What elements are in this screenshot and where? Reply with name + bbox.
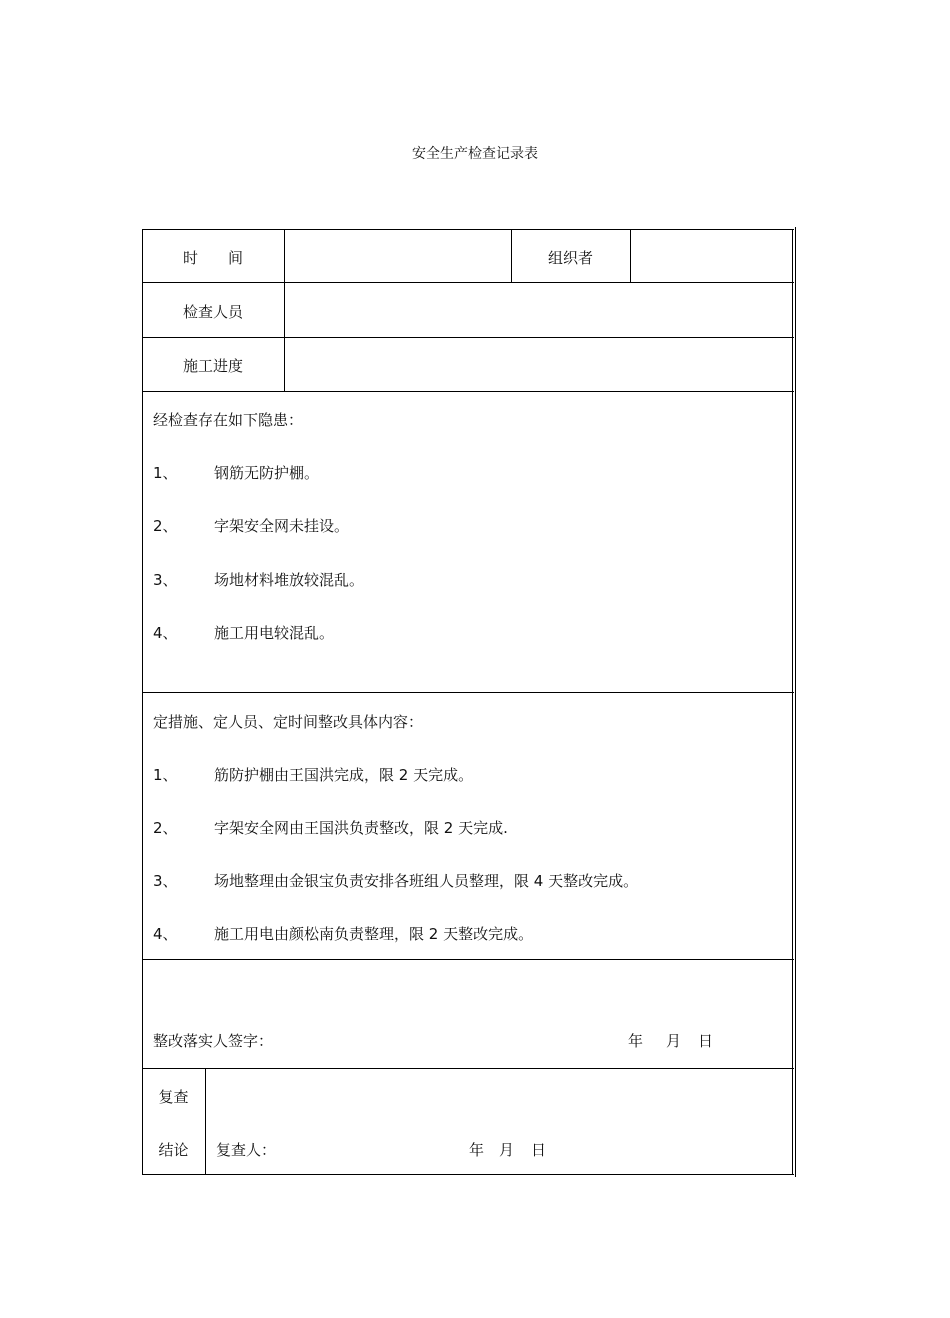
organizer-label: 组织者 (547, 249, 593, 267)
list-item: 字架安全网未挂设。 (214, 517, 350, 535)
review-label-line2: 结论 (158, 1141, 189, 1159)
signature-label: 整改落实人签字： (153, 1032, 274, 1050)
divider (142, 692, 794, 693)
list-item: 施工用电由颜松南负责整理，限 2 天整改完成。 (214, 925, 534, 943)
signature-day: 日 (698, 1032, 714, 1050)
inspectors-label: 检查人员 (182, 303, 243, 321)
divider (142, 337, 794, 338)
divider (142, 1174, 794, 1175)
list-item-number: 3、 (153, 571, 178, 589)
divider (142, 959, 794, 960)
divider (284, 229, 285, 391)
divider (142, 282, 794, 283)
list-item-number: 1、 (153, 464, 178, 482)
review-day: 日 (531, 1141, 547, 1159)
list-item: 字架安全网由王国洪负责整改，限 2 天完成. (214, 819, 508, 837)
list-item-number: 4、 (153, 925, 178, 943)
page-title: 安全生产检查记录表 (412, 146, 538, 162)
reviewer-label: 复查人： (216, 1141, 277, 1159)
divider (142, 1068, 794, 1069)
list-item-number: 3、 (153, 872, 178, 890)
list-item: 筋防护棚由王国洪完成，限 2 天完成。 (214, 766, 474, 784)
review-label-line1: 复查 (158, 1088, 189, 1106)
divider (795, 227, 796, 1177)
review-month: 月 (499, 1141, 515, 1159)
list-item: 场地整理由金银宝负责安排各班组人员整理，限 4 天整改完成。 (214, 872, 639, 890)
divider (792, 229, 793, 1175)
divider (205, 1068, 206, 1174)
list-item-number: 2、 (153, 819, 178, 837)
list-item-number: 2、 (153, 517, 178, 535)
rectification-heading: 定措施、定人员、定时间整改具体内容： (153, 713, 424, 731)
list-item-number: 4、 (153, 624, 178, 642)
hazards-heading: 经检查存在如下隐患： (153, 411, 304, 429)
list-item-number: 1、 (153, 766, 178, 784)
divider (630, 229, 631, 282)
list-item: 场地材料堆放较混乱。 (214, 571, 365, 589)
list-item: 施工用电较混乱。 (214, 624, 335, 642)
signature-month: 月 (666, 1032, 682, 1050)
review-year: 年 (469, 1141, 485, 1159)
divider (142, 229, 794, 230)
list-item: 钢筋无防护棚。 (214, 464, 320, 482)
divider (142, 391, 794, 392)
signature-year: 年 (628, 1032, 644, 1050)
time-label: 时 间 (182, 249, 243, 267)
progress-label: 施工进度 (182, 357, 243, 375)
